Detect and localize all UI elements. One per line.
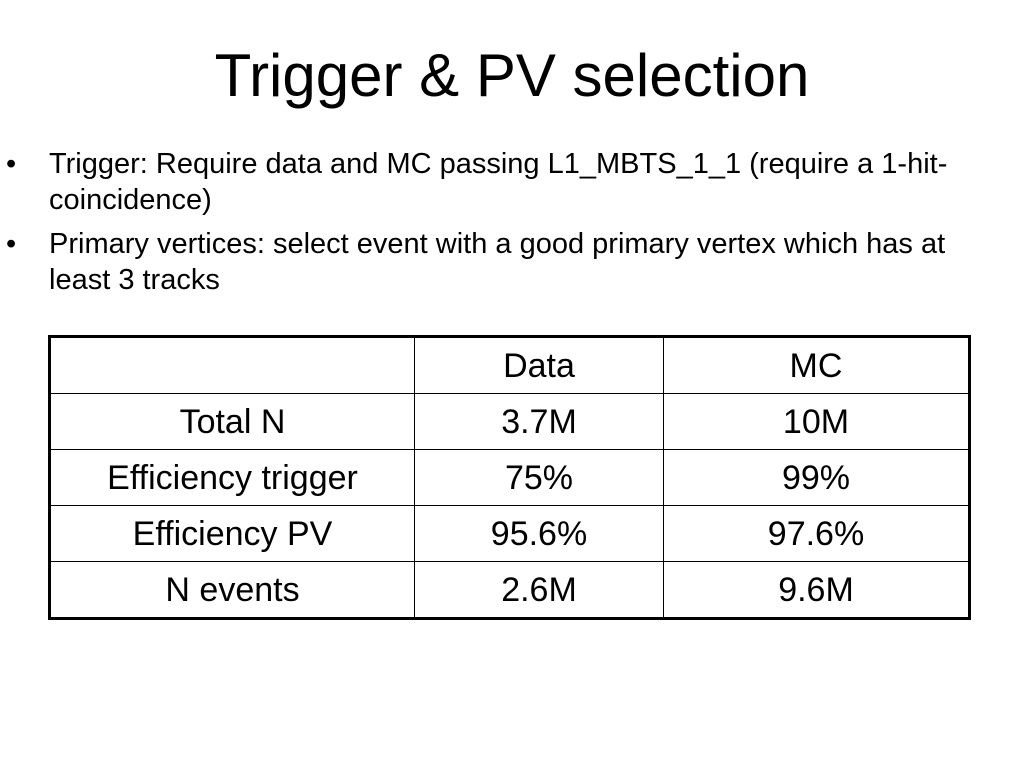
- row-label: N events: [50, 562, 415, 619]
- row-label: Efficiency trigger: [50, 450, 415, 506]
- table-row: [50, 506, 970, 562]
- row-label: Efficiency PV: [50, 506, 415, 562]
- header-cell-empty: [50, 337, 415, 394]
- bullet-text: Trigger: Require data and MC passing L1_MBTS_1_1 (require a 1-hit-coincidence): [49, 148, 948, 216]
- slide-title: Trigger & PV selection: [214, 42, 810, 109]
- bullet-marker: •: [6, 148, 17, 180]
- data-value: 95.6%: [415, 506, 664, 562]
- data-value: 75%: [415, 450, 664, 506]
- mc-value: 97.6%: [664, 506, 970, 562]
- data-value: 2.6M: [415, 562, 664, 619]
- bullet-list: [0, 146, 1024, 306]
- header-cell-data: Data: [415, 337, 664, 394]
- data-value: 3.7M: [415, 394, 664, 450]
- table-row: [50, 394, 970, 450]
- table-row: [50, 562, 970, 619]
- mc-value: 9.6M: [664, 562, 970, 619]
- bullet-item-trigger: [0, 146, 1024, 218]
- selection-table: [48, 335, 971, 620]
- mc-value: 99%: [664, 450, 970, 506]
- bullet-item-primary-vertices: [0, 226, 1024, 298]
- table-row: [50, 450, 970, 506]
- table-header-row: [50, 337, 970, 394]
- mc-value: 10M: [664, 394, 970, 450]
- bullet-text: Primary vertices: select event with a good primary vertex which has at least 3 tracks: [49, 228, 946, 296]
- bullet-marker: •: [6, 228, 17, 260]
- header-cell-mc: MC: [664, 337, 970, 394]
- row-label: Total N: [50, 394, 415, 450]
